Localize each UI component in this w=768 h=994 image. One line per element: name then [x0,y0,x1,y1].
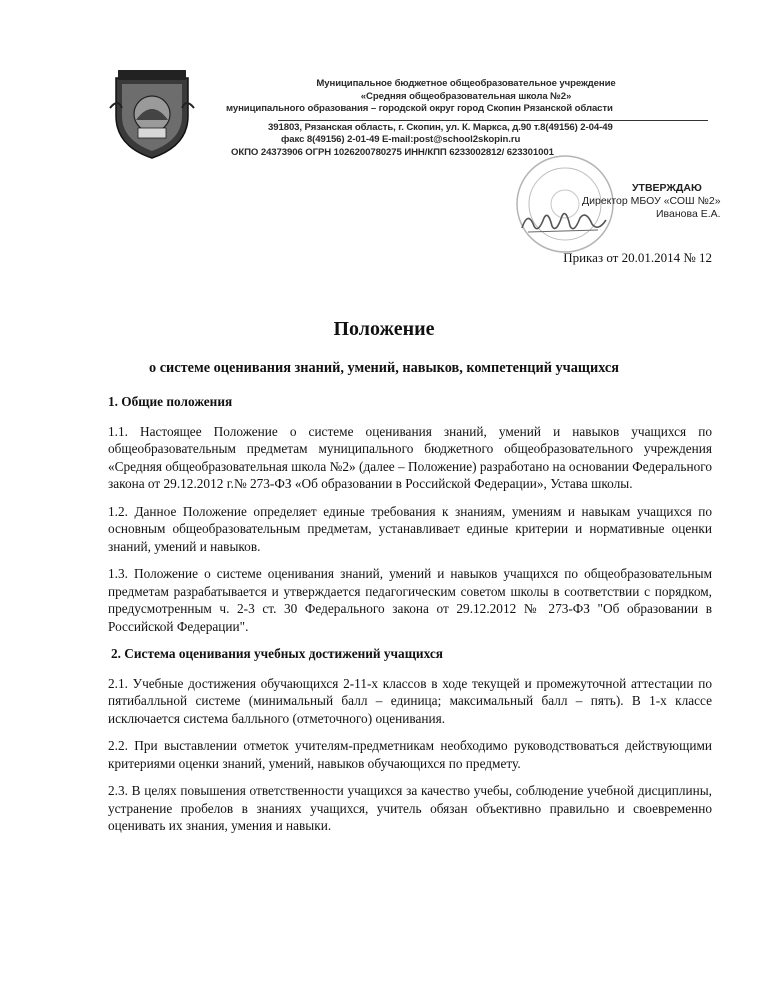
approval-title: УТВЕРЖДАЮ [632,182,702,194]
letterhead-line: муниципального образования – городской округ город Скопин Рязанской области [226,103,613,114]
section-heading: 1. Общие положения [108,394,233,409]
approval-director: Директор МБОУ «СОШ №2» [582,195,721,207]
document-body [108,393,712,845]
paragraph: 2.1. Учебные достижения обучающихся 2-11-х классов в ходе текущей и промежуточной аттестации по пятибалльной системе (минимальный балл – единица; максимальный балл – пять). В 1-х классе исключается система балльного (отметочного) оценивания. [108,675,712,726]
letterhead-line: Муниципальное бюджетное общеобразовательное учреждение [316,78,616,89]
paragraph: 2.3. В целях повышения ответственности учащихся за качество учебы, соблюдение учебной дисциплины, устранение пробелов в знаниях учащихся, учитель обязан объективно правильно и своевременно оценивать их знания, умения и навыки. [108,783,712,833]
approval-name: Иванова Е.А. [656,208,721,220]
paragraph: 2.2. При выставлении отметок учителям-предметникам необходимо руководствоваться действующими критериями оценки знаний, умений, навыков обучающихся по предмету. [108,738,712,771]
school-emblem-icon [108,68,196,160]
letterhead-line: «Средняя общеобразовательная школа №2» [360,90,572,102]
letterhead-divider [278,120,708,121]
letterhead-line: факс 8(49156) 2-01-49 E-mail:post@school2skopin.ru [281,134,521,145]
document-subtitle: о системе оценивания знаний, умений, навыков, компетенций учащихся [148,360,620,376]
approval-block [580,182,750,221]
paragraph: 1.1. Настоящее Положение о системе оценивания знаний, умений и навыков учащихся по общеобразовательным предметам муниципального бюджетного общеобразовательного учреждения «Средняя общеобразовательная школа №2» (далее – Положение) разработано на основании Федерального закона от 29.12.2012 г.№ 273-ФЗ «Об образовании в Российской Федерации», Устава школы. [108,423,712,491]
letterhead-line: 391803, Рязанская область, г. Скопин, ул. К. Маркса, д.90 т.8(49156) 2-04-49 [268,121,613,133]
paragraph: 1.2. Данное Положение определяет единые требования к знаниям, умениям и навыкам учащихся по основным общеобразовательным предметам, устанавливает единые критерии и нормативные оценки знаний, умений и навыков. [108,503,712,554]
paragraph: 1.3. Положение о системе оценивания знаний, умений и навыков учащихся по общеобразовательным предметам разрабатывается и утверждается педагогическим советом школы в соответствии с порядком, предусмотренным ч. 2-3 ст. 30 Федерального закона от 29.12.2012 № 273-ФЗ "Об образовании в Российской Федерации". [108,566,712,634]
document-title: Положение [333,318,435,340]
order-reference: Приказ от 20.01.2014 № 12 [563,250,712,265]
letterhead-line: ОКПО 24373906 ОГРН 1026200780275 ИНН/КПП 6233002812/ 623301001 [231,146,554,158]
letterhead [108,64,721,234]
section-heading: 2. Система оценивания учебных достижений учащихся [111,646,443,661]
letterhead-text [226,78,706,159]
